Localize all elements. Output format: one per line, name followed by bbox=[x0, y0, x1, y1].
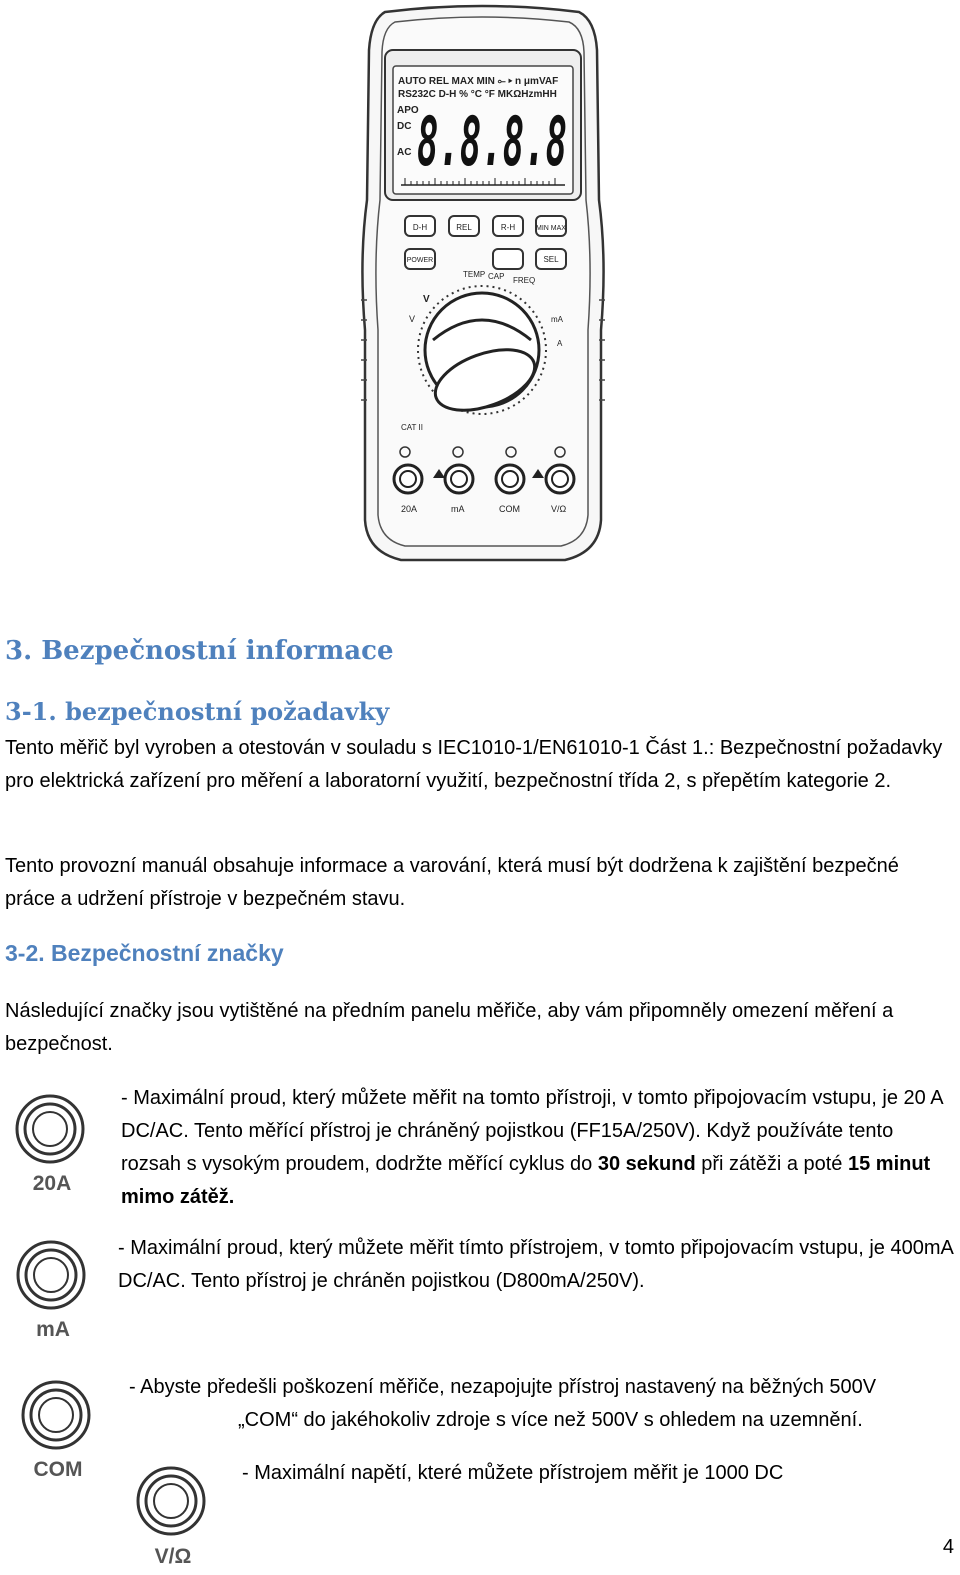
button-d-h-label: D-H bbox=[412, 223, 428, 232]
button-rel-label: REL bbox=[456, 223, 472, 232]
symbol-20a-description bbox=[121, 1082, 951, 1214]
dial-label-v2: V bbox=[409, 314, 416, 324]
jack-label-vohm: V/Ω bbox=[551, 504, 567, 514]
jack-label-20a: 20A bbox=[401, 504, 418, 514]
jack-symbol-20a bbox=[12, 1092, 92, 1197]
jack-com[interactable] bbox=[496, 465, 524, 493]
lcd-annunciator-row1: AUTO REL MAX MIN ⟜ ▸ n μmVAF bbox=[398, 76, 559, 87]
dial-label-ma: mA bbox=[551, 315, 563, 324]
jack-ring-inner bbox=[34, 1258, 68, 1292]
jack-ring-outer bbox=[23, 1382, 89, 1448]
jack-symbol-vohm bbox=[133, 1464, 213, 1569]
symbol-20a-text-a: - Maximální proud, který můžete měřit na tomto přístroji, v tomto připojovacím vstupu, je 20 A DC/AC. Tento měřící přístroj je chráněný pojistkou (FF15A/250V). Když používáte tento rozsah s vysokým proudem, dodržte měřící cyklus do bbox=[121, 1087, 943, 1175]
button-r-h-label: R-H bbox=[500, 223, 516, 232]
symbol-20a-bold-a: 30 sekund bbox=[597, 1153, 696, 1175]
section-heading: 3. Bezpečnostní informace bbox=[5, 636, 394, 666]
symbol-ma-description: - Maximální proud, který můžete měřit tímto přístrojem, v tomto připojovacím vstupu, je 400mA DC/AC. Tento přístroj je chráněn pojistkou (D800mA/250V). bbox=[118, 1237, 953, 1292]
dial-label-freq: FREQ bbox=[513, 276, 536, 285]
jack-symbol-com bbox=[18, 1378, 98, 1483]
lcd-label-ac: AC bbox=[397, 147, 412, 158]
jack-symbol-ma bbox=[13, 1238, 93, 1343]
jack-label-com: COM bbox=[499, 504, 520, 514]
symbol-com-description-line2: „COM“ do jakéhokoliv zdroje s více než 500V s ohledem na uzemnění. bbox=[238, 1409, 863, 1431]
dial-label-a: A bbox=[557, 339, 563, 348]
cat-label: CAT II bbox=[401, 423, 423, 432]
symbol-20a-bold-b: 15 minut mimo zátěž. bbox=[121, 1153, 931, 1208]
jack-symbol-com-label: COM bbox=[33, 1458, 83, 1481]
page-number: 4 bbox=[942, 1536, 954, 1558]
subsection-heading-3-1: 3-1. bezpečnostní požadavky bbox=[5, 697, 390, 726]
paragraph-manual: Tento provozní manuál obsahuje informace a varování, která musí být dodržena k zajištění bezpečné práce a udržení přístroje v bezpečném stavu. bbox=[5, 855, 899, 910]
symbol-vohm-description: - Maximální napětí, které můžete přístrojem měřit je 1000 DC bbox=[242, 1462, 784, 1484]
dial-label-v1: V bbox=[423, 294, 430, 305]
jack-symbol-20a-label: 20A bbox=[32, 1172, 72, 1195]
multimeter-illustration bbox=[355, 0, 610, 570]
jack-symbol-vohm-label: V/Ω bbox=[154, 1545, 192, 1568]
jack-vohm[interactable] bbox=[546, 465, 574, 493]
paragraph-requirements: Tento měřič byl vyroben a otestován v souladu s IEC1010-1/EN61010-1 Část 1.: Bezpečnostní požadavky pro elektrická zařízení pro měření a laboratorní využití, bezpečnostní třída 2, s přepětím kategorie 2. bbox=[5, 737, 943, 792]
paragraph-symbols-intro: Následující značky jsou vytištěné na předním panelu měřiče, aby vám připomněly omezení měření a bezpečnost. bbox=[5, 1000, 894, 1055]
lcd-digits: 8.8.8.8 bbox=[417, 103, 567, 182]
jack-label-ma: mA bbox=[451, 504, 465, 514]
lcd-label-dc: DC bbox=[397, 121, 412, 132]
jack-ring-inner bbox=[39, 1398, 73, 1432]
subsection-heading-3-2: 3-2. Bezpečnostní značky bbox=[5, 940, 284, 966]
jack-ring-outer bbox=[138, 1468, 204, 1534]
lcd-label-apo: APO bbox=[397, 105, 419, 116]
lcd-annunciator-row2: RS232C D-H % °C °F MKΩHzmHH bbox=[398, 89, 557, 100]
dial-label-cap: CAP bbox=[488, 272, 505, 281]
button-min-max-label: MIN MAX bbox=[536, 225, 566, 232]
symbol-20a-text-b: při zátěži a poté bbox=[695, 1153, 848, 1175]
button-middle[interactable] bbox=[493, 249, 523, 269]
button-power-label: POWER bbox=[406, 257, 434, 264]
symbol-com-description-line1: - Abyste předešli poškození měřiče, nezapojujte přístroj nastavený na běžných 500V bbox=[129, 1376, 877, 1398]
jack-20a[interactable] bbox=[394, 465, 422, 493]
button-sel-label: SEL bbox=[543, 255, 559, 264]
jack-ring-outer bbox=[17, 1096, 83, 1162]
jack-ring-outer bbox=[18, 1242, 84, 1308]
jack-symbol-ma-label: mA bbox=[36, 1318, 70, 1341]
jack-ring-inner bbox=[33, 1112, 67, 1146]
jack-ma[interactable] bbox=[445, 465, 473, 493]
dial-label-temp: TEMP bbox=[463, 270, 486, 279]
jack-ring-inner bbox=[154, 1484, 188, 1518]
